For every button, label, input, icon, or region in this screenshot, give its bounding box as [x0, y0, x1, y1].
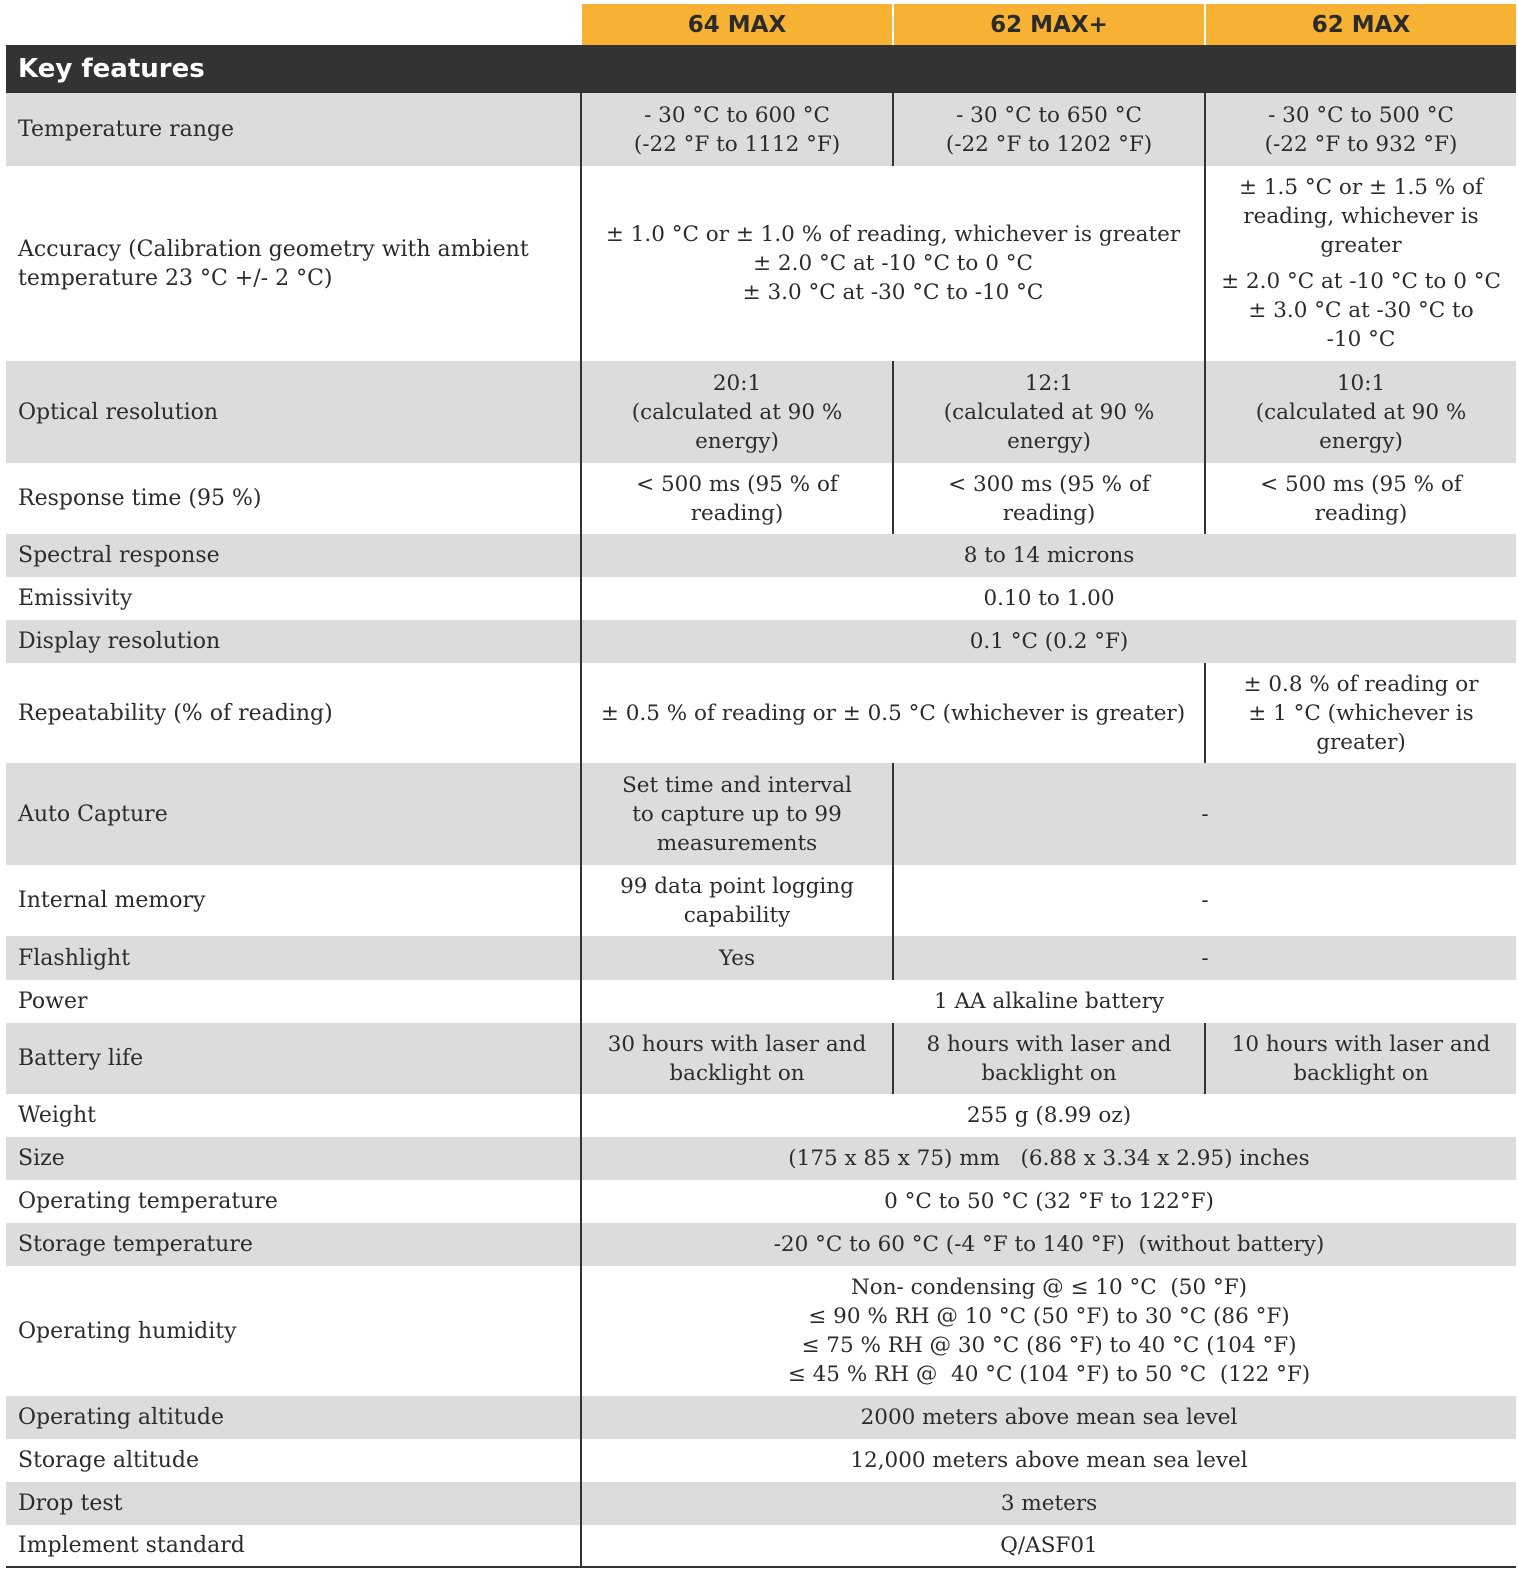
row-label: Accuracy (Calibration geometry with ambient temperature 23 °C +/- 2 °C)	[6, 166, 581, 361]
section-header-row	[6, 45, 1516, 93]
cell-all-models: 0 °C to 50 °C (32 °F to 122°F)	[581, 1180, 1516, 1223]
row-repeatability	[6, 663, 1516, 763]
row-label: Emissivity	[6, 577, 581, 620]
cell-all-models: 1 AA alkaline battery	[581, 980, 1516, 1023]
cell-62maxplus-62max: -	[893, 865, 1516, 936]
cell-64max-62maxplus: ± 0.5 % of reading or ± 0.5 °C (whichever is greater)	[581, 663, 1205, 763]
cell-64max: - 30 °C to 600 °C (-22 °F to 1112 °F)	[581, 93, 893, 166]
cell-64max: 30 hours with laser and backlight on	[581, 1023, 893, 1094]
row-display-resolution	[6, 620, 1516, 663]
cell-62max: < 500 ms (95 % of reading)	[1205, 463, 1516, 534]
row-label: Temperature range	[6, 93, 581, 166]
row-label: Operating altitude	[6, 1396, 581, 1439]
cell-62maxplus: < 300 ms (95 % of reading)	[893, 463, 1205, 534]
cell-64max: Yes	[581, 936, 893, 980]
cell-all-models: 3 meters	[581, 1482, 1516, 1525]
model-header-64max: 64 MAX	[581, 4, 893, 45]
cell-62max: 10:1 (calculated at 90 % energy)	[1205, 361, 1516, 463]
cell-all-models: 2000 meters above mean sea level	[581, 1396, 1516, 1439]
cell-62maxplus: 8 hours with laser and backlight on	[893, 1023, 1205, 1094]
row-storage-temperature	[6, 1223, 1516, 1266]
cell-62maxplus-62max: -	[893, 763, 1516, 865]
row-label: Auto Capture	[6, 763, 581, 865]
model-header-62maxplus: 62 MAX+	[893, 4, 1205, 45]
row-label: Power	[6, 980, 581, 1023]
cell-62maxplus: - 30 °C to 650 °C (-22 °F to 1202 °F)	[893, 93, 1205, 166]
row-label: Size	[6, 1137, 581, 1180]
row-label: Operating humidity	[6, 1266, 581, 1396]
cell-64max: Set time and interval to capture up to 99 measurements	[581, 763, 893, 865]
cell-all-models: Q/ASF01	[581, 1525, 1516, 1567]
model-header-row	[6, 4, 1516, 45]
section-title: Key features	[6, 45, 1516, 93]
cell-all-models: 255 g (8.99 oz)	[581, 1094, 1516, 1137]
row-label: Display resolution	[6, 620, 581, 663]
row-size	[6, 1137, 1516, 1180]
cell-all-models: 0.10 to 1.00	[581, 577, 1516, 620]
header-blank-cell	[6, 4, 581, 45]
row-auto-capture	[6, 763, 1516, 865]
row-weight	[6, 1094, 1516, 1137]
cell-62maxplus-62max: -	[893, 936, 1516, 980]
row-label: Internal memory	[6, 865, 581, 936]
row-label: Flashlight	[6, 936, 581, 980]
row-storage-altitude	[6, 1439, 1516, 1482]
cell-all-models: Non- condensing @ ≤ 10 °C (50 °F) ≤ 90 % RH @ 10 °C (50 °F) to 30 °C (86 °F) ≤ 75 % RH @ 30 °C (86 °F) to 40 °C (104 °F) ≤ 45 % RH @ 40 °C (104 °F) to 50 °C (122 °F)	[581, 1266, 1516, 1396]
row-label: Repeatability (% of reading)	[6, 663, 581, 763]
cell-62max: - 30 °C to 500 °C (-22 °F to 932 °F)	[1205, 93, 1516, 166]
row-flashlight	[6, 936, 1516, 980]
row-battery-life	[6, 1023, 1516, 1094]
row-label: Spectral response	[6, 534, 581, 577]
row-operating-humidity	[6, 1266, 1516, 1396]
row-label: Storage temperature	[6, 1223, 581, 1266]
row-power	[6, 980, 1516, 1023]
row-drop-test	[6, 1482, 1516, 1525]
row-optical-resolution	[6, 361, 1516, 463]
row-accuracy	[6, 166, 1516, 361]
row-label: Drop test	[6, 1482, 581, 1525]
spec-table	[6, 4, 1516, 1568]
row-implement-standard	[6, 1525, 1516, 1567]
model-header-62max: 62 MAX	[1205, 4, 1516, 45]
cell-all-models: 0.1 °C (0.2 °F)	[581, 620, 1516, 663]
row-response-time	[6, 463, 1516, 534]
cell-all-models: 8 to 14 microns	[581, 534, 1516, 577]
row-emissivity	[6, 577, 1516, 620]
row-label: Optical resolution	[6, 361, 581, 463]
cell-all-models: 12,000 meters above mean sea level	[581, 1439, 1516, 1482]
row-operating-altitude	[6, 1396, 1516, 1439]
cell-62max: ± 1.5 °C or ± 1.5 % of reading, whichever is greater ± 2.0 °C at -10 °C to 0 °C ± 3.0 °C at -30 °C to -10 °C	[1205, 166, 1516, 361]
cell-64max-62maxplus: ± 1.0 °C or ± 1.0 % of reading, whichever is greater ± 2.0 °C at -10 °C to 0 °C ± 3.0 °C at -30 °C to -10 °C	[581, 166, 1205, 361]
cell-64max: 20:1 (calculated at 90 % energy)	[581, 361, 893, 463]
row-spectral-response	[6, 534, 1516, 577]
row-operating-temperature	[6, 1180, 1516, 1223]
cell-62max: 10 hours with laser and backlight on	[1205, 1023, 1516, 1094]
row-internal-memory	[6, 865, 1516, 936]
row-label: Response time (95 %)	[6, 463, 581, 534]
row-label: Implement standard	[6, 1525, 581, 1567]
row-temperature-range	[6, 93, 1516, 166]
cell-64max: 99 data point logging capability	[581, 865, 893, 936]
cell-62maxplus: 12:1 (calculated at 90 % energy)	[893, 361, 1205, 463]
row-label: Weight	[6, 1094, 581, 1137]
row-label: Storage altitude	[6, 1439, 581, 1482]
row-label: Operating temperature	[6, 1180, 581, 1223]
cell-62max: ± 0.8 % of reading or ± 1 °C (whichever is greater)	[1205, 663, 1516, 763]
cell-64max: < 500 ms (95 % of reading)	[581, 463, 893, 534]
row-label: Battery life	[6, 1023, 581, 1094]
cell-all-models: -20 °C to 60 °C (-4 °F to 140 °F) (without battery)	[581, 1223, 1516, 1266]
cell-all-models: (175 x 85 x 75) mm (6.88 x 3.34 x 2.95) inches	[581, 1137, 1516, 1180]
